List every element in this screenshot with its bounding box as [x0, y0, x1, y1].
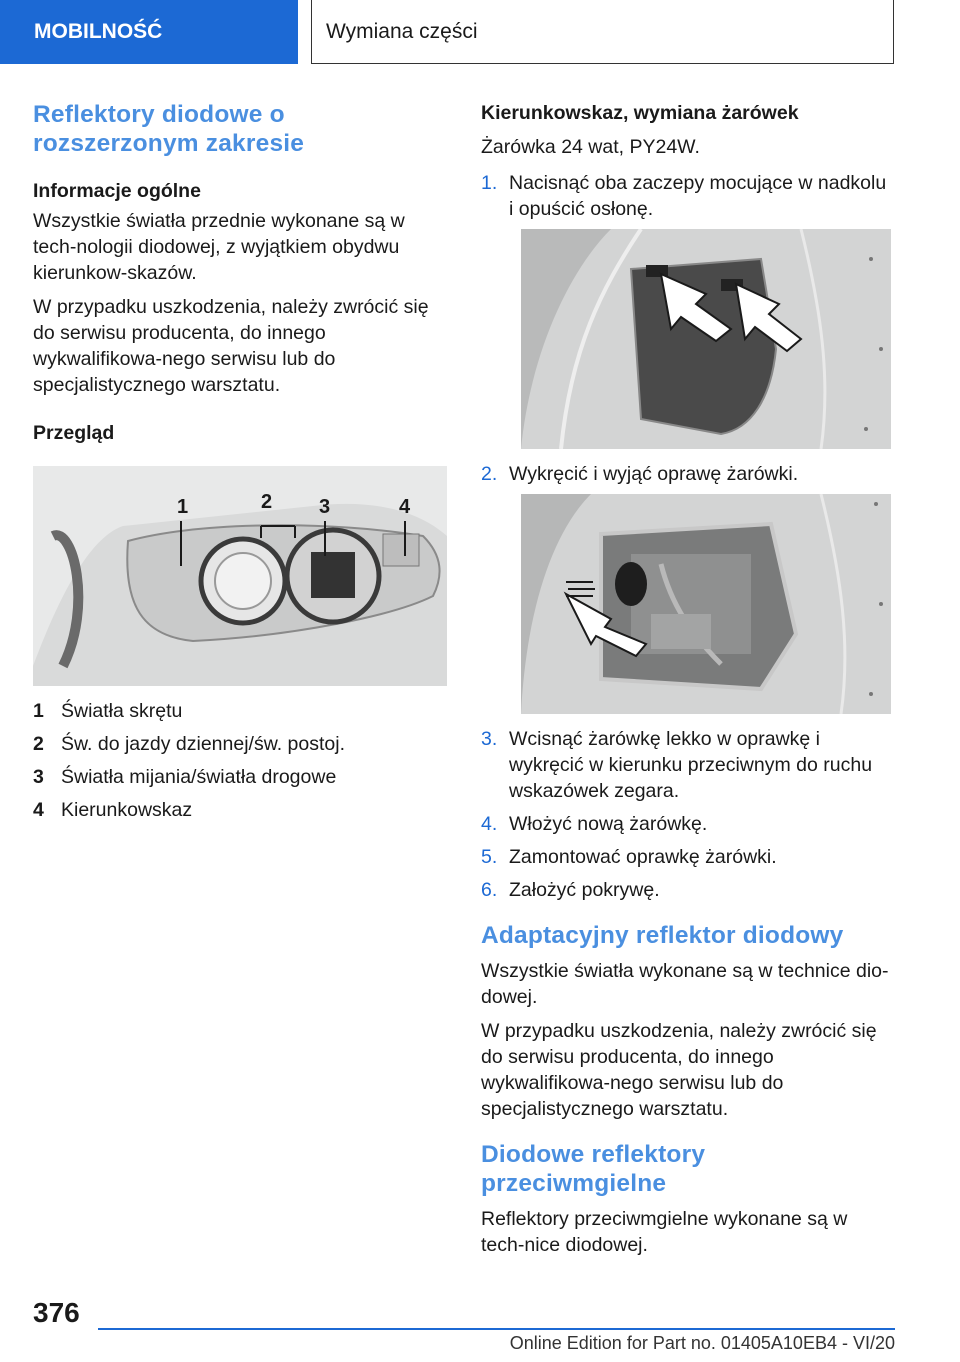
headlight-overview-figure: [33, 466, 447, 686]
section-title-led-headlights: Reflektory diodowe o rozszerzonym zakresie: [33, 101, 305, 157]
step-number: 3.: [481, 728, 498, 750]
legend-number: 1: [33, 700, 44, 722]
step-text: Zamontować oprawkę żarówki.: [509, 846, 777, 868]
page-number: 376: [33, 1297, 80, 1328]
adaptive-paragraph-1: Wszystkie światła wykonane są w technice dio-dowej.: [481, 960, 889, 1008]
legend-text: Światła skrętu: [61, 700, 183, 722]
adaptive-paragraph-2: W przypadku uszkodzenia, należy zwrócić się do serwisu producenta, do innego wykwalifikowa-nego serwisu lub do specjalistycznego warsztatu.: [481, 1020, 877, 1120]
callout-2: 2: [261, 491, 273, 513]
legend-text: Światła mijania/światła drogowe: [61, 766, 337, 788]
step-number: 4.: [481, 813, 498, 835]
legend-list: [33, 698, 449, 823]
indicator-bulb-heading: Kierunkowskaz, wymiana żarówek: [481, 102, 799, 124]
step-text: Nacisnąć oba zaczepy mocujące w nadkolu i opuścić osłonę.: [509, 172, 887, 220]
footer-divider: [98, 1328, 895, 1330]
step-number: 5.: [481, 846, 498, 868]
legend-number: 4: [33, 799, 44, 821]
bulb-spec: Żarówka 24 wat, PY24W.: [481, 136, 700, 158]
section-label: MOBILNOŚĆ: [34, 20, 163, 43]
step-text: Wykręcić i wyjąć oprawę żarówki.: [509, 463, 799, 485]
callout-4: 4: [399, 496, 411, 518]
general-info-paragraph-2: W przypadku uszkodzenia, należy zwrócić się do serwisu producenta, do innego wykwalifikowa-nego serwisu lub do specjalistycznego warsztatu.: [33, 296, 429, 396]
step-number: 1.: [481, 172, 498, 194]
callout-3: 3: [319, 496, 331, 518]
fog-paragraph-1: Reflektory przeciwmgielne wykonane są w tech-nice diodowej.: [481, 1208, 848, 1256]
step-item: [481, 811, 895, 837]
step-list: [481, 170, 895, 903]
legend-text: Kierunkowskaz: [61, 799, 193, 821]
chapter-header: [311, 0, 894, 64]
legend-item: [33, 764, 449, 790]
general-info-paragraph-1: Wszystkie światła przednie wykonane są w tech-nologii diodowej, z wyjątkiem obydwu kierunkow-skazów.: [33, 210, 405, 284]
step-number: 6.: [481, 879, 498, 901]
legend-item: [33, 698, 449, 724]
legend-number: 3: [33, 766, 44, 788]
step-item: [481, 170, 895, 222]
step-text: Założyć pokrywę.: [509, 879, 660, 901]
legend-number: 2: [33, 733, 44, 755]
general-info-heading: Informacje ogólne: [33, 180, 201, 202]
edition-footer: Online Edition for Part no. 01405A10EB4 - VI/20: [509, 1333, 895, 1353]
left-column: [33, 100, 449, 830]
section-tab: [0, 0, 298, 64]
wheel-arch-cover-figure: [521, 229, 891, 449]
step-item: [481, 726, 895, 804]
chapter-label: Wymiana części: [326, 19, 478, 43]
step-text: Wcisnąć żarówkę lekko w oprawkę i wykręcić w kierunku przeciwnym do ruchu wskazówek zegara.: [509, 728, 873, 802]
section-title-adaptive-led: Adaptacyjny reflektor diodowy: [481, 922, 844, 949]
bulb-holder-figure: [521, 494, 891, 714]
step-text: Włożyć nową żarówkę.: [509, 813, 708, 835]
section-title-led-fog-lights: Diodowe reflektory przeciwmgielne: [481, 1141, 706, 1197]
legend-text: Św. do jazdy dziennej/św. postoj.: [61, 733, 345, 755]
callout-1: 1: [177, 496, 189, 518]
step-item: [481, 461, 895, 487]
legend-item: [33, 731, 449, 757]
step-item: [481, 844, 895, 870]
right-column: [481, 100, 895, 1258]
step-number: 2.: [481, 463, 498, 485]
legend-item: [33, 797, 449, 823]
overview-heading: Przegląd: [33, 422, 115, 444]
step-item: [481, 877, 895, 903]
